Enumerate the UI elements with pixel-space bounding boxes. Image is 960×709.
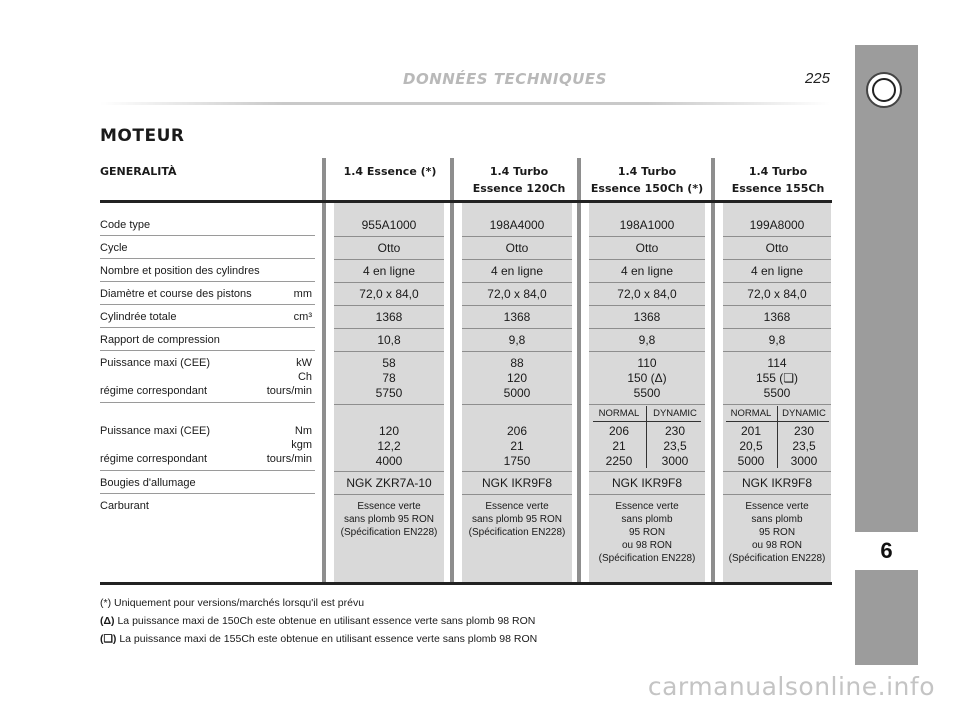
column-head-2-line1: 1.4 Turbo — [489, 165, 549, 178]
torque-label: Puissance maxi (CEE) — [100, 425, 211, 437]
power-ch-3: 150 (Δ) — [627, 371, 667, 385]
fuel-1-line3: (Spécification EN228) — [340, 527, 438, 538]
footnote-3-text: La puissance maxi de 155Ch este obtenue en utilisant essence verte sans plomb 98 RON — [119, 633, 538, 645]
cell-cycle-4: Otto — [765, 241, 789, 255]
row-rule — [100, 493, 315, 494]
cell-rule — [462, 236, 572, 237]
torque-normal-nm-3: 206 — [608, 424, 630, 438]
cell-rule — [723, 305, 831, 306]
row-label-code-type: Code type — [100, 219, 151, 231]
cell-spark-plugs-1: NGK ZKR7A-10 — [346, 476, 432, 490]
normal-dynamic-rule — [593, 421, 701, 422]
torque-dynamic-nm-4: 230 — [793, 424, 815, 438]
row-label-displacement — [100, 310, 314, 324]
cell-rule — [462, 471, 572, 472]
row-rule — [100, 281, 315, 282]
power-label: Puissance maxi (CEE) — [100, 357, 211, 369]
bore-stroke-label: Diamètre et course des pistons — [100, 288, 252, 300]
cell-fuel-3 — [589, 500, 705, 565]
power-rpm-4: 5500 — [763, 386, 791, 400]
power-kw-1: 58 — [382, 356, 396, 370]
row-label-fuel: Carburant — [100, 500, 149, 512]
section-heading: MOTEUR — [100, 126, 185, 146]
cell-displacement-3: 1368 — [633, 310, 661, 324]
normal-dynamic-divider — [646, 406, 647, 468]
cell-rule — [723, 404, 831, 405]
cell-rule — [334, 471, 444, 472]
box-icon: (❏) — [100, 633, 117, 645]
row-rule — [100, 350, 315, 351]
cell-fuel-4 — [723, 500, 831, 565]
cell-cylinders-2: 4 en ligne — [490, 264, 544, 278]
torque-normal-label-3: NORMAL — [598, 408, 640, 419]
cell-power-2 — [462, 356, 572, 401]
cell-bore-stroke-2: 72,0 x 84,0 — [487, 287, 547, 301]
torque-nm-2: 206 — [506, 424, 528, 438]
footnote-2-text: La puissance maxi de 150Ch este obtenue en utilisant essence verte sans plomb 98 RON — [117, 615, 536, 627]
cell-rule — [723, 328, 831, 329]
power-rpm-label: régime correspondant — [100, 385, 208, 397]
row-rule — [100, 235, 315, 236]
torque-normal-rpm-3: 2250 — [605, 454, 633, 468]
power-rpm-3: 5500 — [633, 386, 661, 400]
torque-dynamic-kgm-4: 23,5 — [792, 439, 816, 453]
row-rule — [100, 304, 315, 305]
cell-spark-plugs-2: NGK IKR9F8 — [481, 476, 553, 490]
cell-code-type-3: 198A1000 — [619, 218, 675, 232]
cell-rule — [589, 471, 705, 472]
power-ch-4: 155 (❏) — [755, 371, 799, 385]
torque-normal-nm-4: 201 — [740, 424, 762, 438]
cell-cylinders-3: 4 en ligne — [620, 264, 674, 278]
power-rpm-2: 5000 — [503, 386, 531, 400]
column-separator — [450, 158, 454, 585]
power-unit-kw: kW — [296, 357, 312, 369]
cell-rule — [334, 404, 444, 405]
delta-icon: (Δ) — [100, 615, 115, 627]
cell-bore-stroke-1: 72,0 x 84,0 — [359, 287, 419, 301]
cell-fuel-1 — [334, 500, 444, 539]
torque-normal-3 — [593, 424, 645, 469]
fuel-3-line4: ou 98 RON — [621, 540, 673, 551]
fuel-1-line1: Essence verte — [357, 501, 421, 512]
torque-rpm-2: 1750 — [503, 454, 531, 468]
cell-rule — [723, 282, 831, 283]
row-label-compression: Rapport de compression — [100, 334, 220, 346]
cell-rule — [723, 494, 831, 495]
column-head-1 — [330, 163, 450, 180]
torque-kgm-2: 21 — [510, 439, 524, 453]
cell-bore-stroke-3: 72,0 x 84,0 — [617, 287, 677, 301]
cell-rule — [589, 351, 705, 352]
watermark: carmanualsonline.info — [647, 672, 935, 701]
torque-rpm-1: 4000 — [375, 454, 403, 468]
displacement-label: Cylindrée totale — [100, 311, 177, 323]
general-label: GENERALITÀ — [100, 165, 177, 178]
cell-displacement-1: 1368 — [375, 310, 403, 324]
torque-dynamic-label-3: DYNAMIC — [653, 408, 697, 419]
cell-rule — [589, 282, 705, 283]
cell-rule — [462, 259, 572, 260]
torque-dynamic-rpm-4: 3000 — [790, 454, 818, 468]
row-rule — [100, 402, 315, 403]
torque-unit-kgm: kgm — [291, 439, 312, 451]
fuel-4-line3: 95 RON — [758, 527, 796, 538]
fuel-3-line5: (Spécification EN228) — [598, 553, 696, 564]
brand-logo-inner-ring — [872, 78, 896, 102]
torque-normal-4 — [726, 424, 776, 469]
column-head-2-line2: Essence 120Ch — [472, 182, 566, 195]
fuel-3-line3: 95 RON — [628, 527, 666, 538]
fuel-4-line2: sans plomb — [751, 514, 803, 525]
cell-rule — [589, 494, 705, 495]
torque-dynamic-3 — [648, 424, 702, 469]
cell-rule — [723, 471, 831, 472]
cell-code-type-2: 198A4000 — [489, 218, 545, 232]
power-rpm-unit: tours/min — [266, 385, 312, 397]
column-separator — [577, 158, 581, 585]
cell-rule — [334, 236, 444, 237]
power-kw-2: 88 — [510, 356, 524, 370]
power-ch-2: 120 — [506, 371, 528, 385]
page-number: 225 — [804, 70, 830, 87]
cell-rule — [334, 259, 444, 260]
row-label-spark-plugs: Bougies d'allumage — [100, 477, 196, 489]
cell-cylinders-4: 4 en ligne — [750, 264, 804, 278]
torque-normal-kgm-3: 21 — [612, 439, 626, 453]
fuel-4-line5: (Spécification EN228) — [728, 553, 826, 564]
row-label-power — [100, 356, 314, 370]
cell-rule — [589, 328, 705, 329]
cell-rule — [723, 259, 831, 260]
cell-rule — [462, 351, 572, 352]
cell-displacement-2: 1368 — [503, 310, 531, 324]
cell-rule — [462, 282, 572, 283]
cell-fuel-2 — [462, 500, 572, 539]
row-label-torque — [100, 424, 314, 438]
cell-rule — [334, 494, 444, 495]
row-label-power-rpm — [100, 384, 314, 398]
header-rule — [100, 102, 830, 105]
torque-kgm-1: 12,2 — [377, 439, 401, 453]
row-label-torque-rpm — [100, 452, 314, 466]
cell-code-type-4: 199A8000 — [749, 218, 805, 232]
cell-compression-4: 9,8 — [768, 333, 786, 347]
chapter-side-band — [855, 45, 918, 665]
page-header-title: DONNÉES TECHNIQUES — [403, 70, 607, 88]
fuel-2-line1: Essence verte — [485, 501, 549, 512]
column-head-1-line1: 1.4 Essence (*) — [343, 165, 437, 178]
power-unit-ch: Ch — [297, 371, 312, 383]
cell-rule — [589, 305, 705, 306]
torque-dynamic-kgm-3: 23,5 — [663, 439, 687, 453]
cell-spark-plugs-3: NGK IKR9F8 — [611, 476, 683, 490]
cell-rule — [589, 404, 705, 405]
cell-rule — [334, 351, 444, 352]
torque-nm-1: 120 — [378, 424, 400, 438]
cell-compression-2: 9,8 — [508, 333, 526, 347]
cell-cycle-2: Otto — [505, 241, 529, 255]
table-bottom-rule — [100, 582, 832, 585]
fuel-3-line1: Essence verte — [615, 501, 679, 512]
column-head-4 — [718, 163, 838, 197]
fuel-3-line2: sans plomb — [621, 514, 673, 525]
chapter-tab[interactable]: 6 — [855, 532, 918, 570]
power-kw-3: 110 — [637, 356, 657, 370]
fuel-4-line4: ou 98 RON — [751, 540, 803, 551]
cell-compression-1: 10,8 — [377, 333, 401, 347]
torque-dynamic-label-4: DYNAMIC — [782, 408, 826, 419]
cell-power-3 — [589, 356, 705, 401]
torque-dynamic-rpm-3: 3000 — [661, 454, 689, 468]
cell-cycle-3: Otto — [635, 241, 659, 255]
cell-rule — [462, 404, 572, 405]
torque-normal-label-4: NORMAL — [730, 408, 772, 419]
power-ch-1: 78 — [382, 371, 396, 385]
torque-rpm-unit: tours/min — [266, 453, 312, 465]
fuel-1-line2: sans plomb 95 RON — [343, 514, 435, 525]
cell-rule — [723, 236, 831, 237]
cell-torque-1 — [334, 424, 444, 469]
cell-rule — [334, 282, 444, 283]
cell-torque-2 — [462, 424, 572, 469]
cell-rule — [462, 305, 572, 306]
cell-rule — [462, 494, 572, 495]
power-kw-4: 114 — [767, 356, 787, 370]
row-rule — [100, 327, 315, 328]
torque-dynamic-nm-3: 230 — [664, 424, 686, 438]
column-head-4-line1: 1.4 Turbo — [748, 165, 808, 178]
torque-normal-kgm-4: 20,5 — [739, 439, 763, 453]
cell-rule — [334, 328, 444, 329]
cell-power-1 — [334, 356, 444, 401]
cell-rule — [589, 236, 705, 237]
fuel-2-line2: sans plomb 95 RON — [471, 514, 563, 525]
column-head-2 — [458, 163, 580, 197]
fuel-4-line1: Essence verte — [745, 501, 809, 512]
column-separator — [322, 158, 326, 585]
column-head-3 — [582, 163, 712, 197]
cell-rule — [723, 351, 831, 352]
cell-spark-plugs-4: NGK IKR9F8 — [741, 476, 813, 490]
cell-rule — [334, 305, 444, 306]
row-rule — [100, 470, 315, 471]
displacement-unit: cm³ — [293, 311, 312, 323]
cell-rule — [589, 259, 705, 260]
bore-stroke-unit: mm — [293, 288, 312, 300]
row-label-cycle: Cycle — [100, 242, 128, 254]
cell-compression-3: 9,8 — [638, 333, 656, 347]
torque-rpm-label: régime correspondant — [100, 453, 208, 465]
cell-cycle-1: Otto — [377, 241, 401, 255]
column-head-3-line2: Essence 150Ch (*) — [590, 182, 704, 195]
power-rpm-1: 5750 — [375, 386, 403, 400]
torque-dynamic-4 — [778, 424, 830, 469]
column-separator — [711, 158, 715, 585]
torque-unit-nm: Nm — [294, 425, 312, 437]
cell-rule — [462, 328, 572, 329]
footnote-3 — [100, 632, 537, 646]
torque-normal-rpm-4: 5000 — [737, 454, 765, 468]
footnote-1: (*) Uniquement pour versions/marchés lorsqu'il est prévu — [100, 597, 365, 609]
cell-displacement-4: 1368 — [763, 310, 791, 324]
cell-bore-stroke-4: 72,0 x 84,0 — [747, 287, 807, 301]
cell-power-4 — [723, 356, 831, 401]
cell-cylinders-1: 4 en ligne — [362, 264, 416, 278]
footnote-2 — [100, 614, 535, 628]
column-head-3-line1: 1.4 Turbo — [617, 165, 677, 178]
cell-code-type-1: 955A1000 — [361, 218, 417, 232]
row-rule — [100, 258, 315, 259]
column-head-4-line2: Essence 155Ch — [731, 182, 825, 195]
row-label-bore-stroke — [100, 287, 314, 301]
row-label-cylinders: Nombre et position des cylindres — [100, 265, 260, 277]
fuel-2-line3: (Spécification EN228) — [468, 527, 566, 538]
